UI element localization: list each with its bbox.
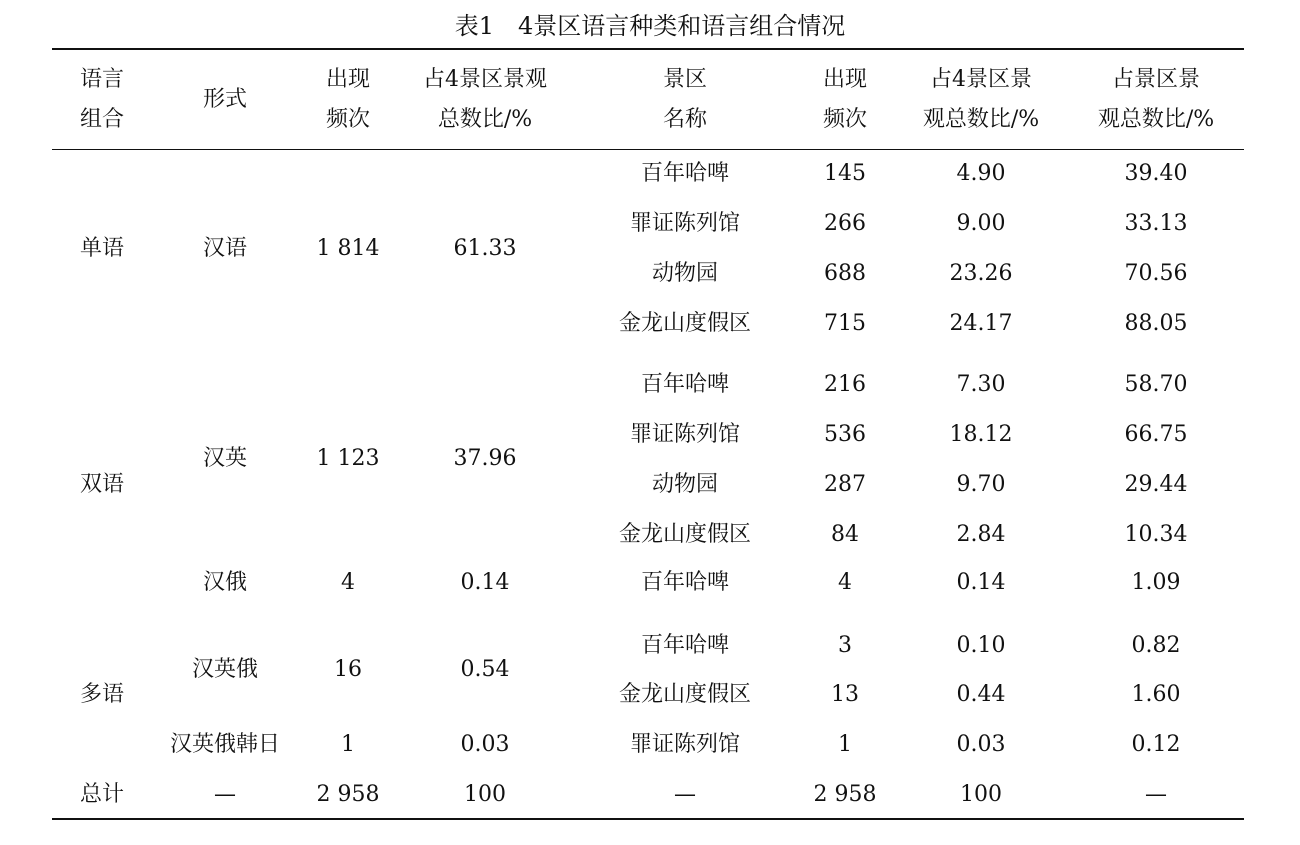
header-site-pct: 占景区景 观总数比/% xyxy=(1097,67,1215,132)
group-label: 双语 xyxy=(79,472,124,497)
header-freq: 出现 频次 xyxy=(325,67,370,132)
site-name-cell: 百年哈啤 xyxy=(640,372,729,397)
site-freq-cell: 4 xyxy=(838,570,852,595)
site-pct-cell: 39.40 xyxy=(1124,161,1188,186)
site-pct-cell: 88.05 xyxy=(1124,311,1188,336)
site-pct-cell: 70.56 xyxy=(1124,261,1188,286)
site-pct-cell: 58.70 xyxy=(1124,372,1188,397)
form-cell: — xyxy=(214,782,236,807)
site-pct4-cell: 23.26 xyxy=(949,261,1013,286)
header-site-freq: 出现 频次 xyxy=(822,67,867,132)
form-freq-cell: 1 814 xyxy=(316,236,380,261)
site-name-cell: 百年哈啤 xyxy=(640,633,729,658)
site-freq-cell: 715 xyxy=(824,311,866,336)
form-pct-cell: 61.33 xyxy=(453,236,517,261)
site-name-cell: 罪证陈列馆 xyxy=(629,211,740,236)
site-freq-cell: 266 xyxy=(824,211,866,236)
bottom-rule xyxy=(52,818,1244,820)
form-pct-cell: 0.03 xyxy=(460,732,510,757)
site-pct4-cell: 0.44 xyxy=(956,682,1006,707)
site-pct4-cell: 7.30 xyxy=(956,372,1006,397)
site-pct4-cell: 2.84 xyxy=(956,522,1006,547)
group-label: 多语 xyxy=(79,682,124,707)
form-cell: 汉英 xyxy=(202,446,247,471)
header-form: 形式 xyxy=(202,87,247,112)
site-pct-cell: — xyxy=(1145,782,1167,807)
header-site-pct4: 占4景区景 观总数比/% xyxy=(922,67,1040,132)
form-cell: 汉俄 xyxy=(202,570,247,595)
form-cell: 汉语 xyxy=(202,236,247,261)
form-pct-cell: 100 xyxy=(464,782,506,807)
site-freq-cell: 145 xyxy=(824,161,866,186)
site-pct-cell: 0.12 xyxy=(1131,732,1181,757)
site-pct-cell: 1.09 xyxy=(1131,570,1181,595)
site-name-cell: 金龙山度假区 xyxy=(618,311,751,336)
group-label: 总计 xyxy=(79,782,124,807)
form-freq-cell: 2 958 xyxy=(316,782,380,807)
site-freq-cell: 84 xyxy=(831,522,859,547)
site-pct4-cell: 100 xyxy=(960,782,1002,807)
form-pct-cell: 37.96 xyxy=(453,446,517,471)
site-pct-cell: 66.75 xyxy=(1124,422,1188,447)
site-pct4-cell: 0.14 xyxy=(956,570,1006,595)
site-name-cell: 百年哈啤 xyxy=(640,161,729,186)
site-pct4-cell: 0.03 xyxy=(956,732,1006,757)
group-label: 单语 xyxy=(79,236,124,261)
site-freq-cell: 536 xyxy=(824,422,866,447)
site-pct-cell: 0.82 xyxy=(1131,633,1181,658)
header-pct4: 占4景区景观 总数比/% xyxy=(423,67,547,132)
site-name-cell: 动物园 xyxy=(651,472,718,497)
site-pct4-cell: 24.17 xyxy=(949,311,1013,336)
site-freq-cell: 13 xyxy=(831,682,859,707)
site-name-cell: 动物园 xyxy=(651,261,718,286)
form-cell: 汉英俄 xyxy=(191,657,258,682)
form-freq-cell: 1 123 xyxy=(316,446,380,471)
site-pct4-cell: 4.90 xyxy=(956,161,1006,186)
form-cell: 汉英俄韩日 xyxy=(169,732,280,757)
site-name-cell: 金龙山度假区 xyxy=(618,682,751,707)
site-name-cell: 金龙山度假区 xyxy=(618,522,751,547)
site-pct-cell: 33.13 xyxy=(1124,211,1188,236)
site-name-cell: 罪证陈列馆 xyxy=(629,422,740,447)
site-freq-cell: 1 xyxy=(838,732,852,757)
site-freq-cell: 287 xyxy=(824,472,866,497)
header-rule xyxy=(52,149,1244,150)
site-pct-cell: 1.60 xyxy=(1131,682,1181,707)
site-pct-cell: 10.34 xyxy=(1124,522,1188,547)
top-rule xyxy=(52,48,1244,50)
form-pct-cell: 0.14 xyxy=(460,570,510,595)
site-name-cell: 百年哈啤 xyxy=(640,570,729,595)
site-pct4-cell: 18.12 xyxy=(949,422,1013,447)
form-pct-cell: 0.54 xyxy=(460,657,510,682)
site-name-cell: 罪证陈列馆 xyxy=(629,732,740,757)
form-freq-cell: 4 xyxy=(341,570,355,595)
site-freq-cell: 2 958 xyxy=(813,782,877,807)
site-name-cell: — xyxy=(674,782,696,807)
site-pct4-cell: 9.00 xyxy=(956,211,1006,236)
form-freq-cell: 16 xyxy=(334,657,362,682)
site-pct4-cell: 0.10 xyxy=(956,633,1006,658)
site-pct4-cell: 9.70 xyxy=(956,472,1006,497)
site-freq-cell: 688 xyxy=(824,261,866,286)
header-site: 景区 名称 xyxy=(662,67,707,132)
form-freq-cell: 1 xyxy=(341,732,355,757)
site-freq-cell: 216 xyxy=(824,372,866,397)
site-freq-cell: 3 xyxy=(838,633,852,658)
table-caption: 表1 4景区语言种类和语言组合情况 xyxy=(454,12,846,40)
header-lang-combo: 语言 组合 xyxy=(79,67,124,132)
site-pct-cell: 29.44 xyxy=(1124,472,1188,497)
